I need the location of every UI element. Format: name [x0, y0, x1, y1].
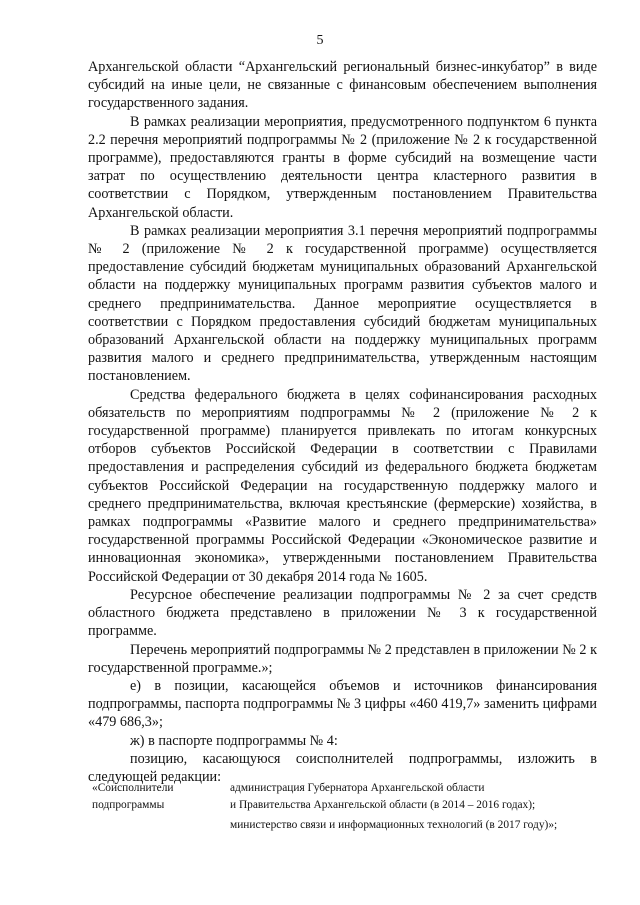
paragraph-resource-support: Ресурсное обеспечение реализации подпрограммы № 2 за счет средств областного бюджета представлено в приложении № 3 к государственной программе. [88, 586, 597, 640]
table-label [92, 780, 230, 834]
paragraph-item-e: е) в позиции, касающейся объемов и источников финансирования подпрограммы, паспорта подпрограммы № 3 цифры «460 419,7» заменить цифрами «479 686,3»; [88, 677, 597, 731]
paragraph-federal-funds: Средства федерального бюджета в целях софинансирования расходных обязательств по мероприятиям подпрограммы № 2 (приложение № 2 к государственной программе) планируется привлекать по итогам конкурсных отборов субъектов Российской Федерации в соответствии с Правилами предоставления и распределения субсидий из федерального бюджета бюджетам субъектов Российской Федерации на государственную поддержку малого и среднего предпринимательства, включая крестьянские (фермерские) хозяйства, в рамках подпрограммы «Развитие малого и среднего предпринимательства» государственной программы Российской Федерации «Экономическое развитие и инновационная экономика», утвержденными постановлением Правительства Российской Федерации от 30 декабря 2014 года № 1605. [88, 386, 597, 585]
table-row [92, 780, 612, 834]
coexecutors-table [92, 780, 612, 834]
page-number: 5 [316, 33, 324, 48]
table-label-line: подпрограммы [92, 798, 165, 811]
table-value-line: министерство связи и информационных технологий (в 2017 году)»; [230, 819, 558, 831]
table-label-line: «Соисполнители [92, 782, 174, 794]
table-value-line: администрация Губернатора Архангельской области [230, 782, 485, 794]
document-body [88, 58, 597, 786]
paragraph-measures-list: Перечень мероприятий подпрограммы № 2 представлен в приложении № 2 к государственной программе.»; [88, 641, 597, 676]
table-value [230, 780, 612, 834]
paragraph-municipal-subsidies: В рамках реализации мероприятия 3.1 перечня мероприятий подпрограммы № 2 (приложение № 2 к государственной программе) осуществляется предоставление субсидий бюджетам муниципальных образований Архангельской области на поддержку муниципальных программ развития субъектов малого и среднего предпринимательства. Данное мероприятие осуществляется в соответствии с Порядком предоставления субсидий бюджетам муниципальных образований Архангельской области на поддержку муниципальных программ развития малого и среднего предпринимательства, утвержденным настоящим постановлением. [88, 222, 597, 385]
paragraph-continuation: Архангельской области “Архангельский региональный бизнес-инкубатор” в виде субсидий на иные цели, не связанные с финансовым обеспечением выполнения государственного задания. [88, 59, 597, 112]
paragraph-grants: В рамках реализации мероприятия, предусмотренного подпунктом 6 пункта 2.2 перечня мероприятий подпрограммы № 2 (приложение № 2 к государственной программе), предоставляются гранты в форме субсидий на возмещение части затрат по осуществлению деятельности центра кластерного развития в соответствии с Порядком, утвержденным постановлением Правительства Архангельской области. [88, 113, 597, 221]
paragraph-position: позицию, касающуюся соисполнителей подпрограммы, изложить в следующей редакции: [88, 750, 597, 785]
paragraph-item-zh: ж) в паспорте подпрограммы № 4: [130, 732, 338, 749]
table-value-line: и Правительства Архангельской области (в 2014 – 2016 годах); [230, 798, 536, 811]
